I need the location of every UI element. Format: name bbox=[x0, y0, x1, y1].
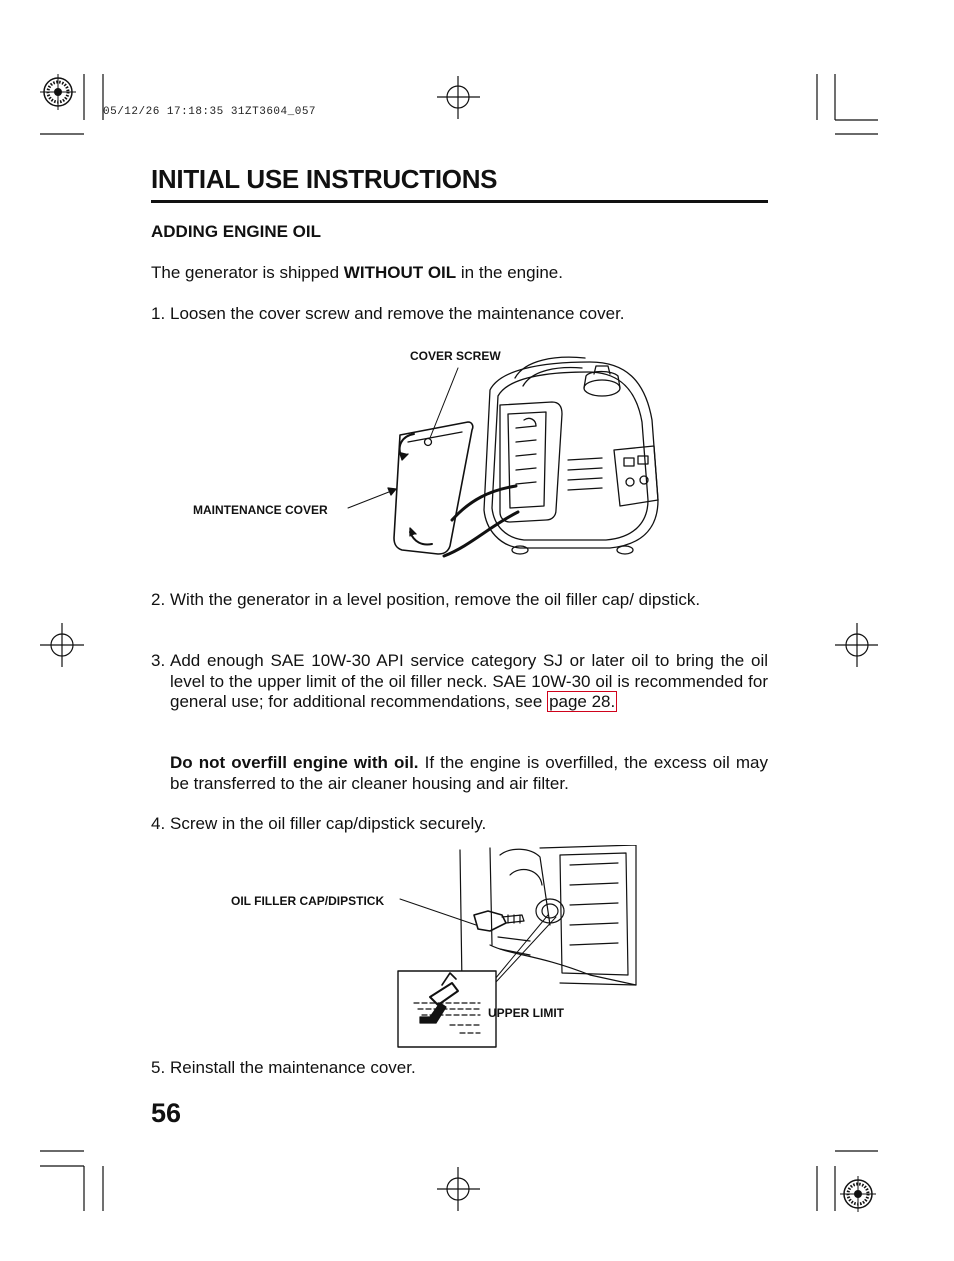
step-number: 3. bbox=[151, 651, 166, 670]
control-panel bbox=[614, 446, 658, 506]
print-stamp: 05/12/26 17:18:35 31ZT3604_057 bbox=[103, 106, 317, 118]
step-5 bbox=[151, 1058, 768, 1079]
generator-body bbox=[484, 362, 658, 548]
overfill-warning bbox=[151, 753, 768, 794]
step-text: Reinstall the maintenance cover. bbox=[170, 1058, 416, 1077]
label-upper-limit: UPPER LIMIT bbox=[488, 1006, 565, 1020]
step-3 bbox=[151, 651, 768, 713]
dipstick-cap-icon bbox=[474, 911, 506, 931]
page-number: 56 bbox=[151, 1098, 182, 1128]
label-maintenance-cover: MAINTENANCE COVER bbox=[193, 503, 328, 517]
intro-text-end: in the engine. bbox=[456, 263, 563, 282]
register-target-icon bbox=[840, 1176, 876, 1212]
step-3-text: Add enough SAE 10W-30 API service category SJ or later oil to bring the oil level to the upper limit of the oil filler neck. SAE 10W-30 oil is recommended for general use; for additional recommendations, see bbox=[170, 651, 768, 711]
filler-neck bbox=[536, 899, 564, 923]
step-text: With the generator in a level position, remove the oil filler cap/ dipstick. bbox=[170, 590, 701, 609]
warning-body: If the engine is overfilled, the excess oil may be transferred to the air cleaner housing and air filter. bbox=[170, 753, 769, 793]
maintenance-cover bbox=[394, 422, 473, 554]
step-2 bbox=[151, 590, 768, 611]
warning-text bbox=[170, 753, 768, 794]
step-number: 4. bbox=[151, 814, 166, 833]
step-4 bbox=[151, 814, 768, 835]
step-1 bbox=[151, 304, 768, 325]
step-text bbox=[170, 651, 768, 713]
intro-paragraph bbox=[151, 263, 563, 284]
step-number: 5. bbox=[151, 1058, 166, 1077]
step-number: 1. bbox=[151, 304, 166, 323]
step-text: Screw in the oil filler cap/dipstick securely. bbox=[170, 814, 487, 833]
title-rule bbox=[151, 200, 768, 203]
generator-figure bbox=[340, 350, 670, 570]
intro-emphasis: WITHOUT OIL bbox=[343, 263, 457, 282]
warning-bold: Do not overfill engine with oil. bbox=[170, 753, 419, 772]
register-target-icon bbox=[40, 74, 76, 110]
page-28-link[interactable]: page 28. bbox=[549, 692, 616, 711]
section-title: INITIAL USE INSTRUCTIONS bbox=[151, 164, 498, 194]
label-oil-filler-cap: OIL FILLER CAP/DIPSTICK bbox=[231, 894, 385, 908]
subsection-title: ADDING ENGINE OIL bbox=[151, 222, 322, 241]
step-number: 2. bbox=[151, 590, 166, 609]
cover-screw-icon bbox=[425, 439, 432, 446]
intro-text: The generator is shipped bbox=[151, 263, 344, 282]
step-text: Loosen the cover screw and remove the maintenance cover. bbox=[170, 304, 625, 323]
label-cover-screw: COVER SCREW bbox=[410, 349, 501, 363]
